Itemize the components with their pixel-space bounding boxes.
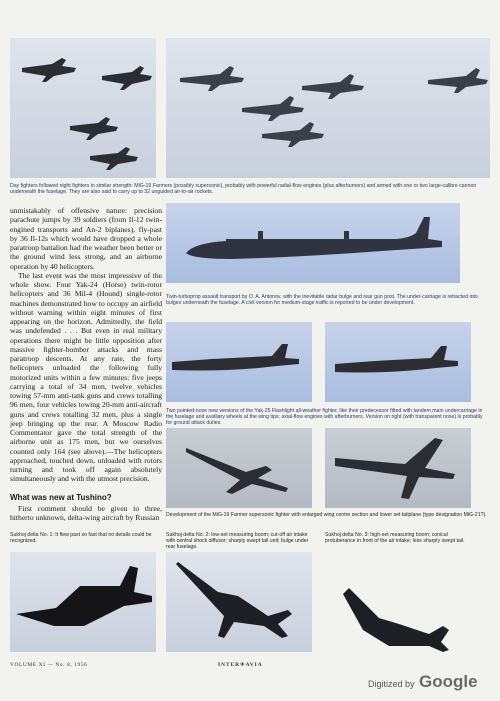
section-heading: What was new at Tushino?: [10, 493, 112, 502]
yak25-left-image: [166, 322, 312, 402]
delta-2-image: [166, 552, 312, 652]
caption-yak25: Two pointed-nose new versions of the Yak-25 Flashlight all-weather fighter, like their predecessor fitted with tandem main undercarriage in the fuselage and auxiliary wheels at the wing tips; axial-flow engines with afterburners. Version on right (with transparent nose) is probably for ground attack duties.: [166, 408, 483, 427]
aircraft-silhouettes-left: [10, 38, 156, 178]
caption-delta-1: Sukhoj delta No. 1: It flew past so fast that no details could be recognized.: [10, 532, 152, 545]
photo-delta-1: [10, 552, 156, 652]
transport-aircraft-image: [166, 203, 460, 283]
photo-yak25-right: [325, 322, 471, 402]
photo-mig21-right: [325, 428, 471, 508]
article-body: [10, 206, 162, 484]
photo-fighters-right: [166, 38, 490, 178]
yak25-right-image: [325, 322, 471, 402]
caption-delta-3: Sukhoj delta No. 3: high-set measuring boom; conical protuberance in front of the air intake; less sharply swept tail.: [325, 532, 465, 545]
body-paragraph-2: The last event was the most impressive of the whole show. Four Yak-24 (Horse) twin-rotor helicopters and 36 Mil-4 (Hound) single-rotor machines demonstrated how to occupy an airfield without warning within eight minutes of first appearing on the horizon. Admittedly, the field was undefended . . . But even in real military operations there might be little opposition after massive fighter-bomber attacks and mass paratroop descents. At any rate, the forty helicopters unloaded the following fully motorized units within a few minutes: five jeeps carrying a total of 34 men, twelve vehicles towing 57-mm anti-tank guns and crews totalling 96 men, four vehicles towing 20-mm anti-aircraft guns and crews totalling 32 men, plus a single jeep bringing up the rear. A Moscow Radio Commentator gave the total strength of the airborne unit as 175 men, but we ourselves counted only 164 (see above).—The helicopters approached, touched down, unloaded with rotors turning and took off again absolutely simultaneously and with the utmost precision.: [10, 270, 162, 484]
delta-3-image: [325, 552, 471, 652]
delta-1-image: [10, 552, 156, 652]
footer-publication: INTER✈AVIA: [218, 662, 263, 668]
photo-delta-3: [325, 552, 471, 652]
caption-transport: Twin-turboprop assault transport by O. A. Antonov, with the inevitable radar bulge and rear gun post. The under-carriage is retracted into bulges underneath the fuselage. A civil version for medium-stage traffic is reported to be under development.: [166, 294, 478, 307]
google-watermark: [368, 672, 478, 692]
watermark-prefix: Digitized by: [368, 679, 415, 689]
photo-yak25-left: [166, 322, 312, 402]
watermark-brand: Google: [418, 672, 478, 691]
photo-fighters-left: [10, 38, 156, 178]
mig21-left-image: [166, 428, 312, 508]
aircraft-silhouettes-right: [166, 38, 490, 178]
caption-delta-2: Sukhoj delta No. 2: low-set measuring boom; cut-off air intake with central shock diffusor; sharply swept tail unit; bulge under rear fuselage.: [166, 532, 309, 551]
mig21-right-image: [325, 428, 471, 508]
photo-delta-2: [166, 552, 312, 652]
body-after-heading: [10, 504, 162, 523]
photo-mig21-left: [166, 428, 312, 508]
photo-antonov-transport: [166, 203, 460, 283]
body-paragraph-1: unmistakably of offensive nature: precision parachute jumps by 39 soldiers (from Il-12 twin-engined transports and An-2 biplanes), fly-past by 36 Il-12s which would have dropped a whole paratroop battalion had the weather been better or the ground wind less strong, and an airborne operation by 40 helicopters.: [10, 206, 162, 271]
body-paragraph-3: First comment should be given to three, hitherto unknown, delta-wing aircraft by Russian: [10, 504, 162, 523]
caption-top: Day fighters followed night fighters in similar strength: MiG-19 Farmers (possibly supersonic), probably with powerful radial-flow engines (plus afterburners) and armed with one or two large-calibre cannon underneath the fuselage. They are also said to carry up to 32 unguided air-to-air rockets.: [10, 183, 477, 196]
caption-mig21: Development of the MiG-19 Farmer supersonic fighter with enlarged wing centre section and lower set tailplane (type designation MiG-21?).: [166, 512, 487, 518]
footer-volume: VOLUME XI — No. 8, 1956: [10, 662, 88, 668]
